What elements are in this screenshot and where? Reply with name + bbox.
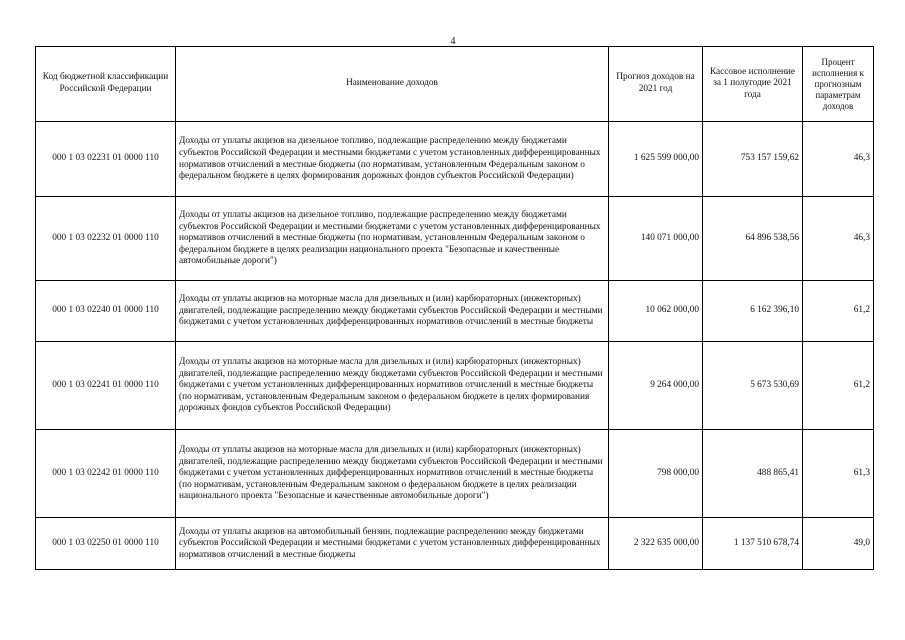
header-name: Наименование доходов: [176, 47, 609, 122]
header-code: Код бюджетной классификации Российской Федерации: [36, 47, 176, 122]
row-cash: 6 162 396,10: [703, 281, 803, 342]
row-code: 000 1 03 02242 01 0000 110: [36, 430, 176, 518]
row-name: Доходы от уплаты акцизов на моторные масла для дизельных и (или) карбюраторных (инжекторных) двигателей, подлежащие распределению между бюджетами субъектов Российской Федерации и местными бюджетами с учетом установленных дифференцированных нормативов отчислений в местные бюджеты: [176, 281, 609, 342]
row-code: 000 1 03 02250 01 0000 110: [36, 518, 176, 570]
header-percent: Процент исполнения к прогнозным параметрам доходов: [803, 47, 874, 122]
page-number: 4: [450, 36, 456, 47]
row-forecast: 10 062 000,00: [609, 281, 703, 342]
table-row: [36, 281, 874, 342]
row-name: Доходы от уплаты акцизов на автомобильный бензин, подлежащие распределению между бюджетами субъектов Российской Федерации и местными бюджетами с учетом установленных дифференцированных нормативов отчислений в местные бюджеты: [176, 518, 609, 570]
table-header-row: [36, 47, 874, 122]
row-name: Доходы от уплаты акцизов на моторные масла для дизельных и (или) карбюраторных (инжекторных) двигателей, подлежащие распределению между бюджетами субъектов Российской Федерации и местными бюджетами с учетом установленных дифференцированных нормативов отчислений в местные бюджеты (по нормативам, установленным Федеральным законом о федеральном бюджете в целях формирования дорожных фондов субъектов Российской Федерации): [176, 342, 609, 430]
row-percent: 61,2: [803, 342, 874, 430]
row-percent: 46,3: [803, 122, 874, 197]
header-cash: Кассовое исполнение за 1 полугодие 2021 года: [703, 47, 803, 122]
row-cash: 64 896 538,56: [703, 197, 803, 281]
row-cash: 753 157 159,62: [703, 122, 803, 197]
row-forecast: 798 000,00: [609, 430, 703, 518]
row-cash: 488 865,41: [703, 430, 803, 518]
row-forecast: 1 625 599 000,00: [609, 122, 703, 197]
table-row: [36, 197, 874, 281]
table-row: [36, 342, 874, 430]
row-forecast: 140 071 000,00: [609, 197, 703, 281]
row-code: 000 1 03 02241 01 0000 110: [36, 342, 176, 430]
row-name: Доходы от уплаты акцизов на дизельное топливо, подлежащие распределению между бюджетами субъектов Российской Федерации и местными бюджетами с учетом установленных дифференцированных нормативов отчислений в местные бюджеты (по нормативам, установленным Федеральным законом о федеральном бюджете в целях реализации национального проекта "Безопасные и качественные автомобильные дороги"): [176, 197, 609, 281]
table-row: [36, 518, 874, 570]
revenue-table: [35, 46, 874, 570]
table-row: [36, 122, 874, 197]
row-code: 000 1 03 02240 01 0000 110: [36, 281, 176, 342]
table-row: [36, 430, 874, 518]
row-percent: 61,3: [803, 430, 874, 518]
row-cash: 1 137 510 678,74: [703, 518, 803, 570]
row-forecast: 2 322 635 000,00: [609, 518, 703, 570]
row-percent: 49,0: [803, 518, 874, 570]
row-cash: 5 673 530,69: [703, 342, 803, 430]
row-forecast: 9 264 000,00: [609, 342, 703, 430]
row-percent: 61,2: [803, 281, 874, 342]
row-code: 000 1 03 02232 01 0000 110: [36, 197, 176, 281]
header-forecast: Прогноз доходов на 2021 год: [609, 47, 703, 122]
row-name: Доходы от уплаты акцизов на дизельное топливо, подлежащие распределению между бюджетами субъектов Российской Федерации и местными бюджетами с учетом установленных дифференцированных нормативов отчислений в местные бюджеты (по нормативам, установленным Федеральным законом о федеральном бюджете в целях формирования дорожных фондов субъектов Российской Федерации): [176, 122, 609, 197]
row-name: Доходы от уплаты акцизов на моторные масла для дизельных и (или) карбюраторных (инжекторных) двигателей, подлежащие распределению между бюджетами субъектов Российской Федерации и местными бюджетами с учетом установленных дифференцированных нормативов отчислений в местные бюджеты (по нормативам, установленным Федеральным законом о федеральном бюджете в целях реализации национального проекта "Безопасные и качественные автомобильные дороги"): [176, 430, 609, 518]
row-percent: 46,3: [803, 197, 874, 281]
row-code: 000 1 03 02231 01 0000 110: [36, 122, 176, 197]
